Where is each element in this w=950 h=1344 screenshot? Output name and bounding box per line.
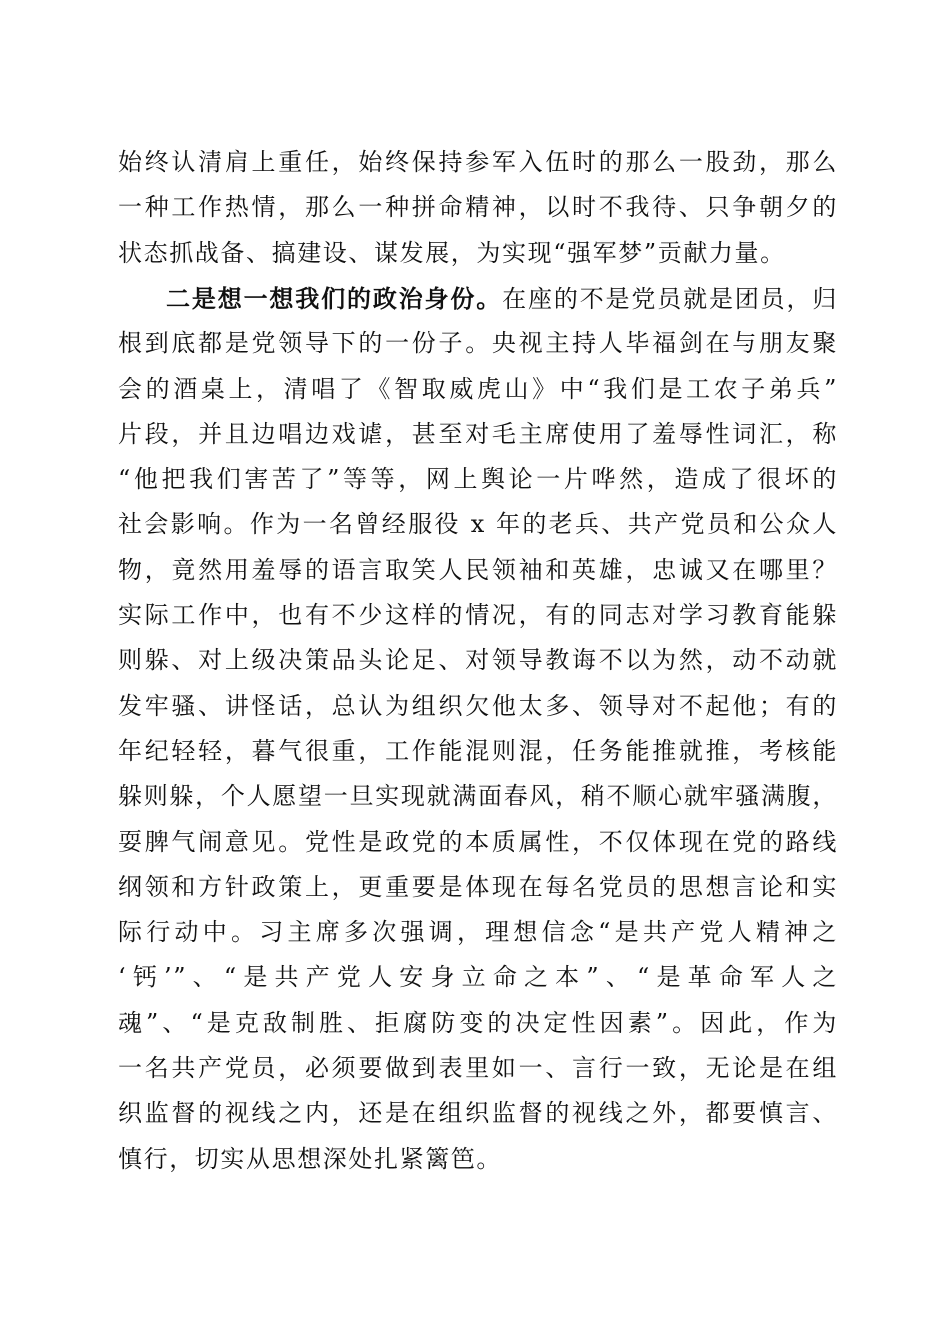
- paragraph-line: 发牢骚、讲怪话，总认为组织欠他太多、领导对不起他；有的: [118, 691, 838, 720]
- paragraph-line: 则躲、对上级决策品头论足、对领导教诲不以为然，动不动就: [118, 646, 838, 675]
- paragraph-1: [118, 140, 838, 276]
- paragraph-line: 耍脾气闹意见。党性是政党的本质属性，不仅体现在党的路线: [118, 827, 838, 856]
- paragraph-line: 社会影响。作为一名曾经服役 x 年的老兵、共产党员和公众人: [118, 510, 838, 539]
- paragraph-line: 纲领和方针政策上，更重要是体现在每名党员的思想言论和实: [118, 872, 838, 901]
- paragraph-line: 片段，并且边唱边戏谑，甚至对毛主席使用了羞辱性词汇，称: [118, 419, 838, 448]
- paragraph-heading: 二是想一想我们的政治身份。: [166, 284, 503, 313]
- paragraph-line: 年纪轻轻，暮气很重，工作能混则混，任务能推就推，考核能: [118, 736, 838, 765]
- paragraph-line: 实际工作中，也有不少这样的情况，有的同志对学习教育能躲: [118, 601, 838, 630]
- paragraph-line: ‘钙’”、“是共产党人安身立命之本”、“是革命军人之: [118, 963, 838, 992]
- paragraph-line: 际行动中。习主席多次强调，理想信念“是共产党人精神之: [118, 918, 838, 947]
- paragraph-line: 一名共产党员，必须要做到表里如一、言行一致，无论是在组: [118, 1054, 838, 1083]
- paragraph-line: 始终认清肩上重任，始终保持参军入伍时的那么一股劲，那么: [118, 148, 838, 176]
- paragraph-line: 慎行，切实从思想深处扎紧篱笆。: [118, 1144, 502, 1173]
- paragraph-line: 会的酒桌上，清唱了《智取威虎山》中“我们是工农子弟兵”: [118, 374, 838, 403]
- paragraph-line: 状态抓战备、搞建设、谋发展，为实现“强军梦”贡献力量。: [118, 238, 786, 267]
- paragraph-first-line: [118, 276, 838, 321]
- paragraph-line: 魂”、“是克敌制胜、拒腐防变的决定性因素”。因此，作为: [118, 1008, 838, 1037]
- paragraph-line: 织监督的视线之内，还是在组织监督的视线之外，都要慎言、: [118, 1099, 838, 1128]
- paragraph-line: 物，竟然用羞辱的语言取笑人民领袖和英雄，忠诚又在哪里？: [118, 555, 838, 584]
- paragraph-2: [118, 276, 838, 1182]
- paragraph-line: 一种工作热情，那么一种拼命精神，以时不我待、只争朝夕的: [118, 193, 838, 222]
- paragraph-first-line-rest: 在座的不是党员就是团员，归: [502, 285, 838, 313]
- paragraph-line: “他把我们害苦了”等等，网上舆论一片哗然，造成了很坏的: [118, 465, 838, 494]
- paragraph-line: 躲则躲，个人愿望一旦实现就满面春风，稍不顺心就牢骚满腹，: [118, 782, 838, 811]
- paragraph-line: 根到底都是党领导下的一份子。央视主持人毕福剑在与朋友聚: [118, 329, 838, 358]
